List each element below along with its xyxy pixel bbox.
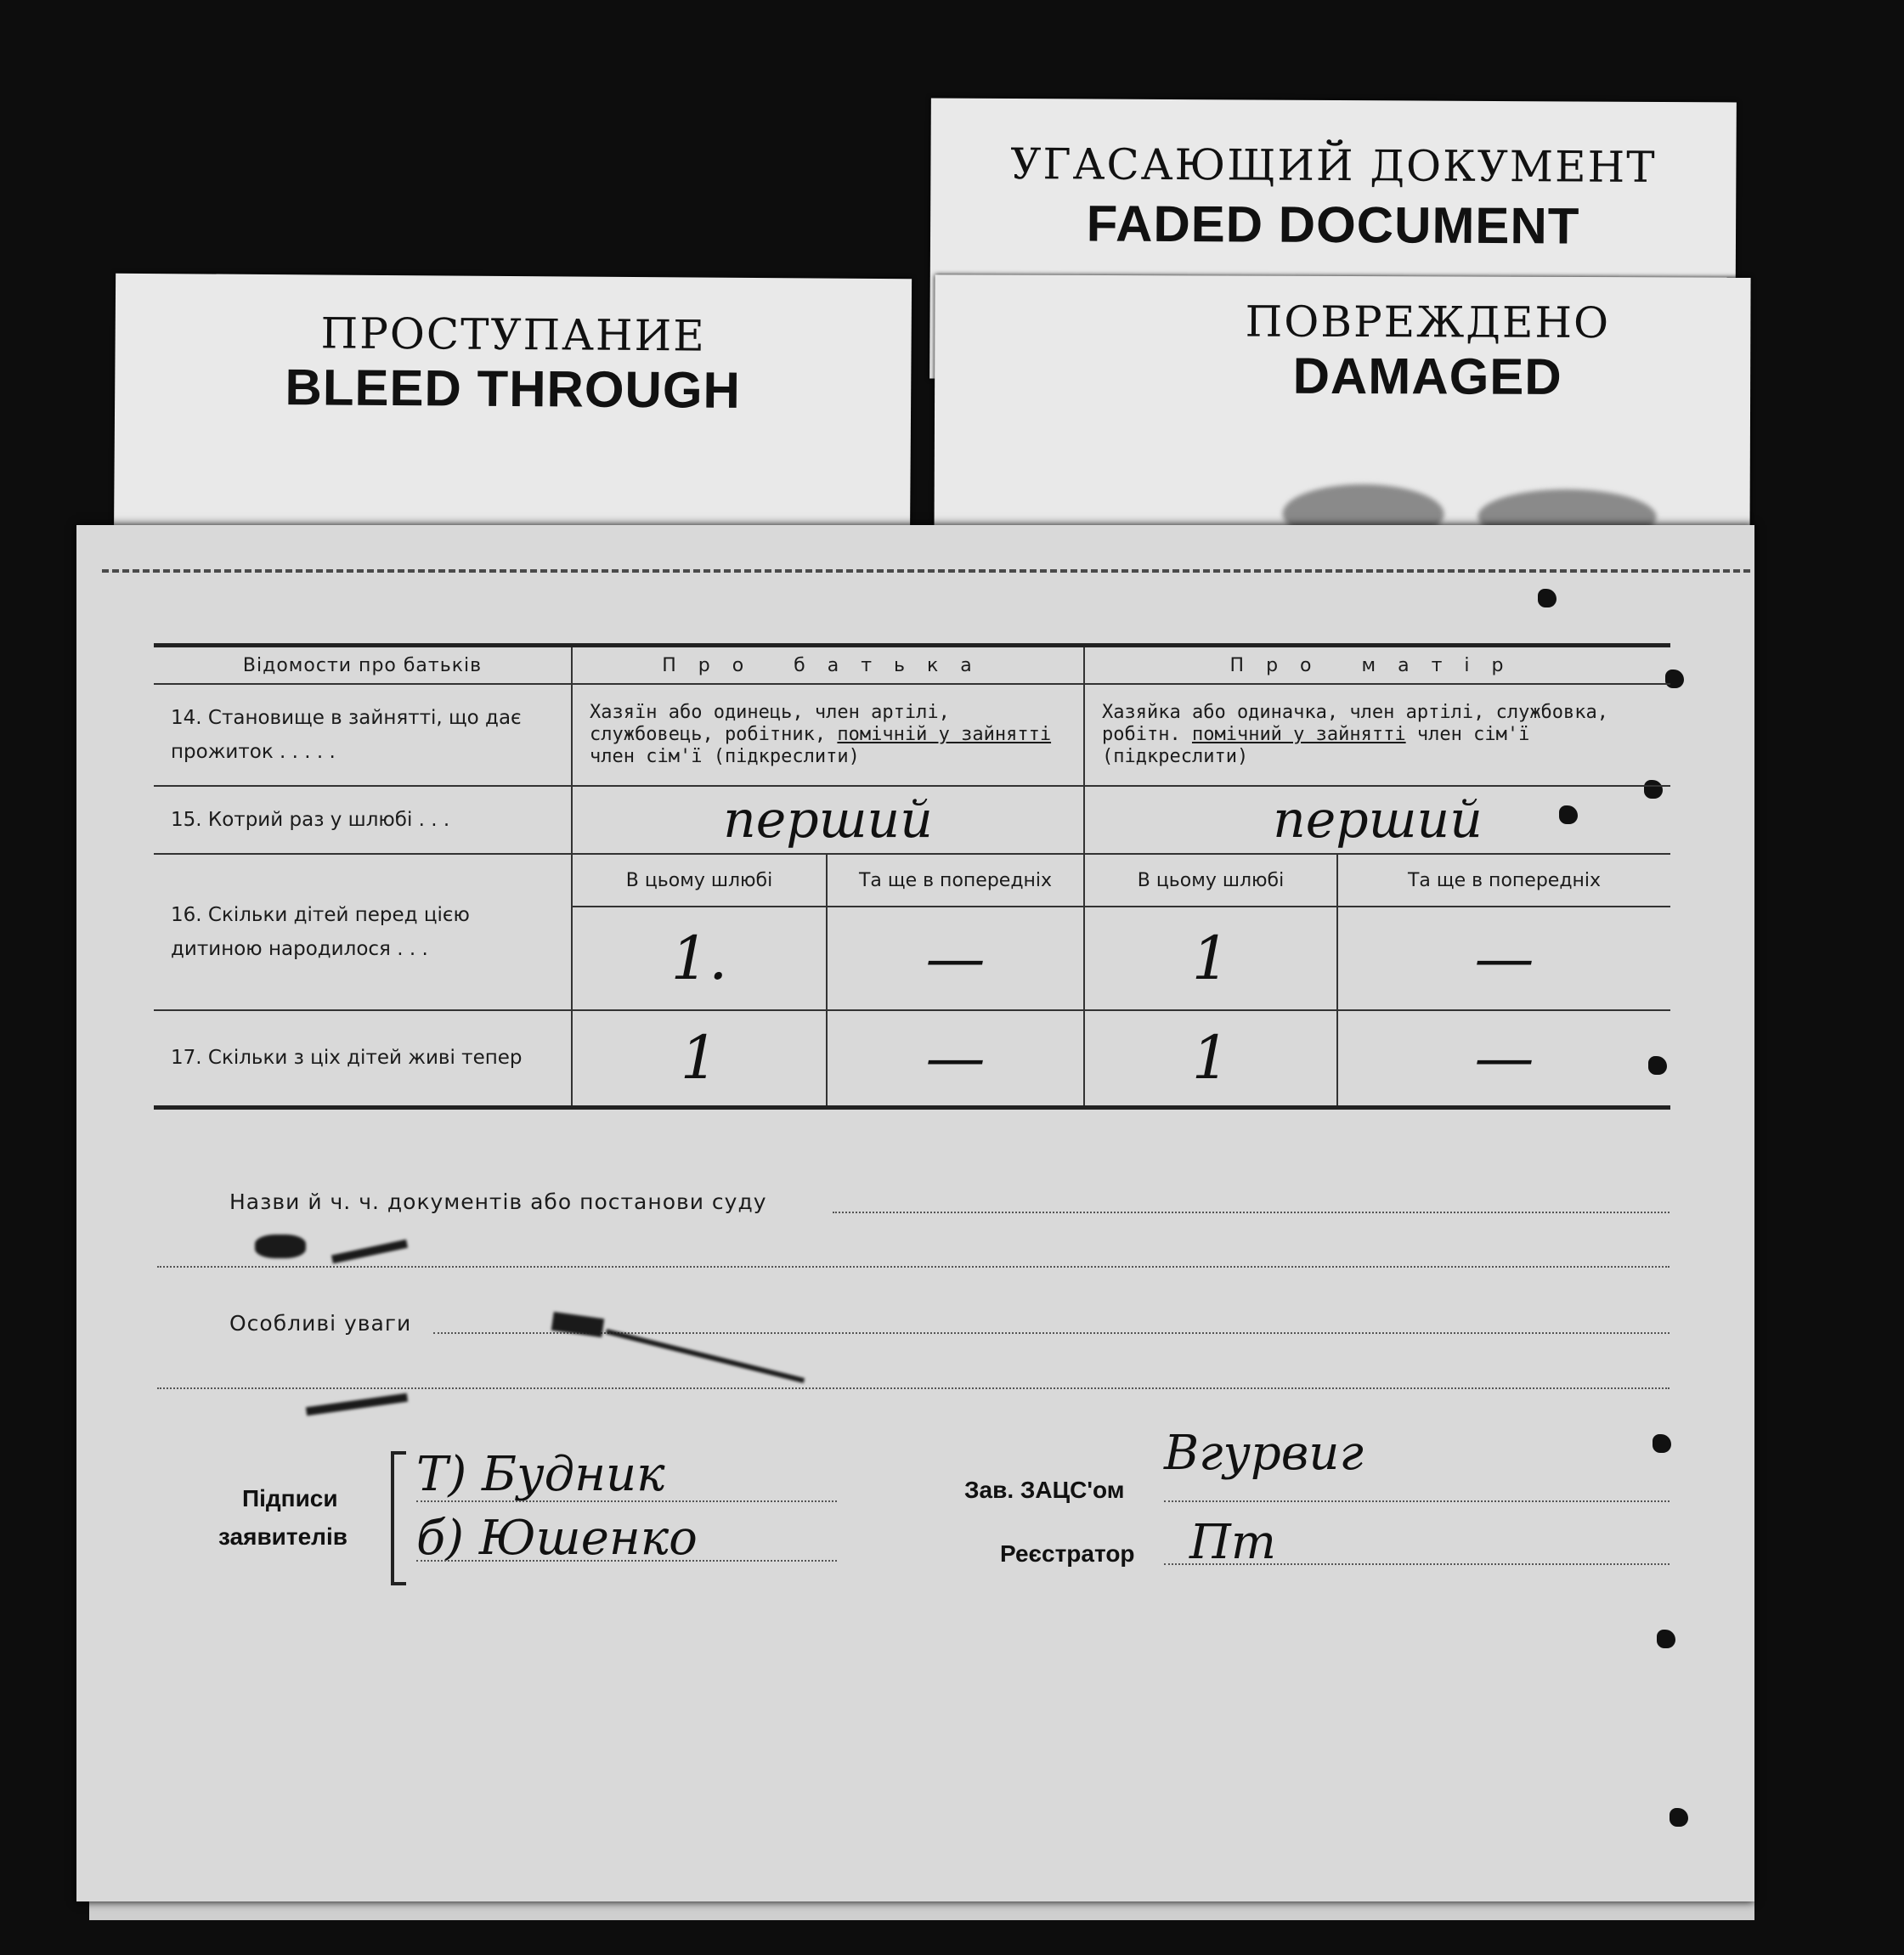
damaged-tag-en: DAMAGED xyxy=(1292,347,1562,405)
q17-father-this: 1 xyxy=(572,1010,827,1107)
form-sheet xyxy=(76,525,1754,1901)
bleed-tag-ru: ПРОСТУПАНИЕ xyxy=(320,308,706,361)
q14-mother-end: член сім'ї (підкреслити) xyxy=(1102,724,1530,767)
head-zags-label: Зав. ЗАЦС'ом xyxy=(964,1477,1125,1503)
signature-line-2 xyxy=(416,1560,837,1562)
bleed-through-tag xyxy=(114,274,912,560)
q17-mother-this: 1 xyxy=(1084,1010,1337,1107)
q14-mother-options xyxy=(1084,684,1670,786)
signature-line-1 xyxy=(416,1500,837,1502)
q15-mother-answer: перший xyxy=(1084,786,1670,854)
q16-mother-prev: — xyxy=(1337,907,1670,1010)
header-father: Про батька xyxy=(572,646,1084,685)
signatures-label-1: Підписи xyxy=(242,1485,338,1511)
faded-tag-en: FADED DOCUMENT xyxy=(1086,195,1580,255)
ink-stroke xyxy=(606,1329,805,1383)
ink-stroke xyxy=(255,1235,306,1258)
question-17: 17. Скільки з ціх дітей живі тепер xyxy=(154,1010,572,1107)
binding-hole xyxy=(1653,1434,1671,1453)
q14-father-end: член сім'ї (підкреслити) xyxy=(590,746,860,767)
question-15: 15. Котрий раз у шлюбі . . . xyxy=(154,786,572,854)
q16-mother-this: 1 xyxy=(1084,907,1337,1010)
binding-hole xyxy=(1657,1630,1675,1648)
q15-father-answer: перший xyxy=(572,786,1084,854)
q14-father-text: Хазяїн або одинець, член артілі, службовець, робітник, xyxy=(590,702,950,745)
ink-stroke xyxy=(306,1393,408,1416)
registrar-signature: Пт xyxy=(1189,1515,1276,1570)
q16-father-this: 1. xyxy=(572,907,827,1010)
registrar-line xyxy=(1164,1563,1670,1565)
head-line xyxy=(1164,1500,1670,1502)
applicant-signature-2: б) Юшенко xyxy=(416,1511,698,1566)
documents-line xyxy=(833,1212,1670,1213)
registrar-label: Реєстратор xyxy=(1000,1540,1135,1567)
applicant-signature-1: Т) Будник xyxy=(416,1447,665,1502)
documents-label: Назви й ч. ч. документів або постанови суду xyxy=(229,1189,767,1214)
head-zags-signature: Вгурвиг xyxy=(1164,1426,1364,1481)
binding-hole xyxy=(1670,1808,1688,1827)
parents-info-table xyxy=(154,643,1670,1110)
q14-father-underlined: помічній у зайнятті xyxy=(837,724,1052,745)
binding-hole xyxy=(1538,589,1557,607)
signatures-brace xyxy=(391,1451,406,1585)
q14-mother-text: Хазяйка або одиначка, член артілі, службовка, робітн. xyxy=(1102,702,1609,745)
q14-mother-underlined: помічний у зайнятті xyxy=(1191,724,1406,745)
faded-tag-ru: УГАСАЮЩИЙ ДОКУМЕНТ xyxy=(1010,139,1657,192)
q16-father-prev: — xyxy=(827,907,1084,1010)
question-16: 16. Скільки дітей перед цією дитиною народилося . . . xyxy=(154,854,572,1010)
signatures-label-2: заявителів xyxy=(218,1523,347,1550)
ink-stroke xyxy=(331,1240,408,1263)
sub-this-marriage-mother: В цьому шлюбі xyxy=(1084,854,1337,907)
notes-label: Особливі уваги xyxy=(229,1311,412,1336)
damaged-tag-ru: ПОВРЕЖДЕНО xyxy=(1245,297,1611,348)
documents-line-2 xyxy=(157,1266,1670,1268)
q14-father-options xyxy=(572,684,1084,786)
bleed-tag-en: BLEED THROUGH xyxy=(285,359,742,419)
header-mother: Про матір xyxy=(1084,646,1670,685)
damaged-tag xyxy=(934,274,1750,557)
q17-mother-prev: — xyxy=(1337,1010,1670,1107)
perforation-line xyxy=(102,569,1750,573)
question-14: 14. Становище в зайнятті, що дає прожиток . . . . . xyxy=(154,684,572,786)
notes-line-2 xyxy=(157,1387,1670,1389)
sub-this-marriage-father: В цьому шлюбі xyxy=(572,854,827,907)
q17-father-prev: — xyxy=(827,1010,1084,1107)
sub-previous-mother: Та ще в попередніх xyxy=(1337,854,1670,907)
sub-previous-father: Та ще в попередніх xyxy=(827,854,1084,907)
header-parents-info: Відомости про батьків xyxy=(154,646,572,685)
